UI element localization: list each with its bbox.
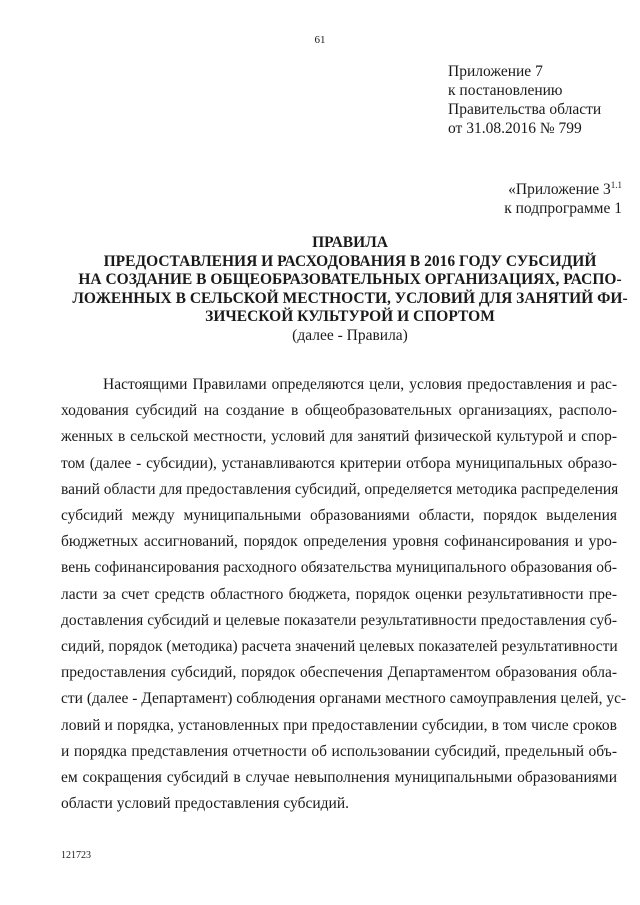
document-title bbox=[60, 234, 640, 345]
title-line: ЗИЧЕСКОЙ КУЛЬТУРОЙ И СПОРТОМ bbox=[205, 308, 495, 325]
paragraph-line: бюджетных ассигнований, порядок определения уровня софинансирования и уро- bbox=[61, 533, 617, 551]
page-number: 61 bbox=[314, 34, 326, 46]
paragraph-line: предоставления субсидий, порядок обеспечения Департаментом образования обла- bbox=[61, 664, 617, 682]
paragraph-line: субсидий между муниципальными образованиями области, порядок выделения bbox=[61, 507, 617, 525]
title-heading: ПРАВИЛА bbox=[312, 234, 388, 251]
appendix-line: Приложение 7 bbox=[448, 63, 543, 80]
sub-appendix-line: «Приложение 3 bbox=[508, 181, 611, 198]
paragraph-line: ловий и порядка, установленных при предоставлении субсидии, в том числе сроков bbox=[61, 716, 617, 734]
paragraph-line: вень софинансирования расходного обязательства муниципального образования об- bbox=[61, 559, 617, 577]
body-paragraph bbox=[61, 372, 627, 817]
paragraph-line: ваний области для предоставления субсидий, определяется методика распределения bbox=[61, 480, 619, 498]
paragraph-line: ходования субсидий на создание в общеобразовательных организациях, располо- bbox=[61, 402, 617, 420]
appendix-line: Правительства области bbox=[448, 101, 602, 118]
paragraph-line: ем сокращения субсидий в случае невыполнения муниципальными образованиями bbox=[61, 769, 617, 787]
paragraph-line: и порядка представления отчетности об использовании субсидий, предельный объ- bbox=[61, 742, 617, 760]
sub-appendix-line: к подпрограмме 1 bbox=[504, 200, 622, 217]
sub-appendix-superscript: 1.1 bbox=[610, 180, 622, 190]
title-line: НА СОЗДАНИЕ В ОБЩЕОБРАЗОВАТЕЛЬНЫХ ОРГАНИЗАЦИЯХ, РАСПО- bbox=[78, 271, 622, 288]
paragraph-line: сти (далее - Департамент) соблюдения органами местного самоуправления целей, ус- bbox=[61, 690, 627, 708]
sub-appendix-reference bbox=[504, 176, 622, 218]
paragraph-line: том (далее - субсидии), устанавливаются критерии отбора муниципальных образо- bbox=[61, 454, 617, 472]
title-subtitle: (далее - Правила) bbox=[292, 326, 408, 344]
appendix-reference bbox=[448, 62, 601, 138]
document-code: 121723 bbox=[61, 850, 91, 861]
paragraph-line: Настоящими Правилами определяются цели, условия предоставления и рас- bbox=[103, 376, 617, 393]
paragraph-line: области условий предоставления субсидий. bbox=[61, 795, 350, 813]
appendix-line: от 31.08.2016 № 799 bbox=[448, 120, 582, 137]
title-line: ЛОЖЕННЫХ В СЕЛЬСКОЙ МЕСТНОСТИ, УСЛОВИЙ ДЛЯ ЗАНЯТИЙ ФИ- bbox=[72, 289, 628, 307]
paragraph-line: женных в сельской местности, условий для занятий физической культурой и спор- bbox=[61, 428, 617, 446]
paragraph-line: сидий, порядок (методика) расчета значений целевых показателей результативности bbox=[61, 638, 618, 656]
title-line: ПРЕДОСТАВЛЕНИЯ И РАСХОДОВАНИЯ В 2016 ГОДУ СУБСИДИЙ bbox=[103, 252, 597, 270]
appendix-line: к постановлению bbox=[448, 82, 563, 99]
paragraph-line: доставления субсидий и целевые показатели результативности предоставления суб- bbox=[61, 611, 617, 629]
paragraph-line: ласти за счет средств областного бюджета, порядок оценки результативности пре- bbox=[61, 585, 617, 603]
